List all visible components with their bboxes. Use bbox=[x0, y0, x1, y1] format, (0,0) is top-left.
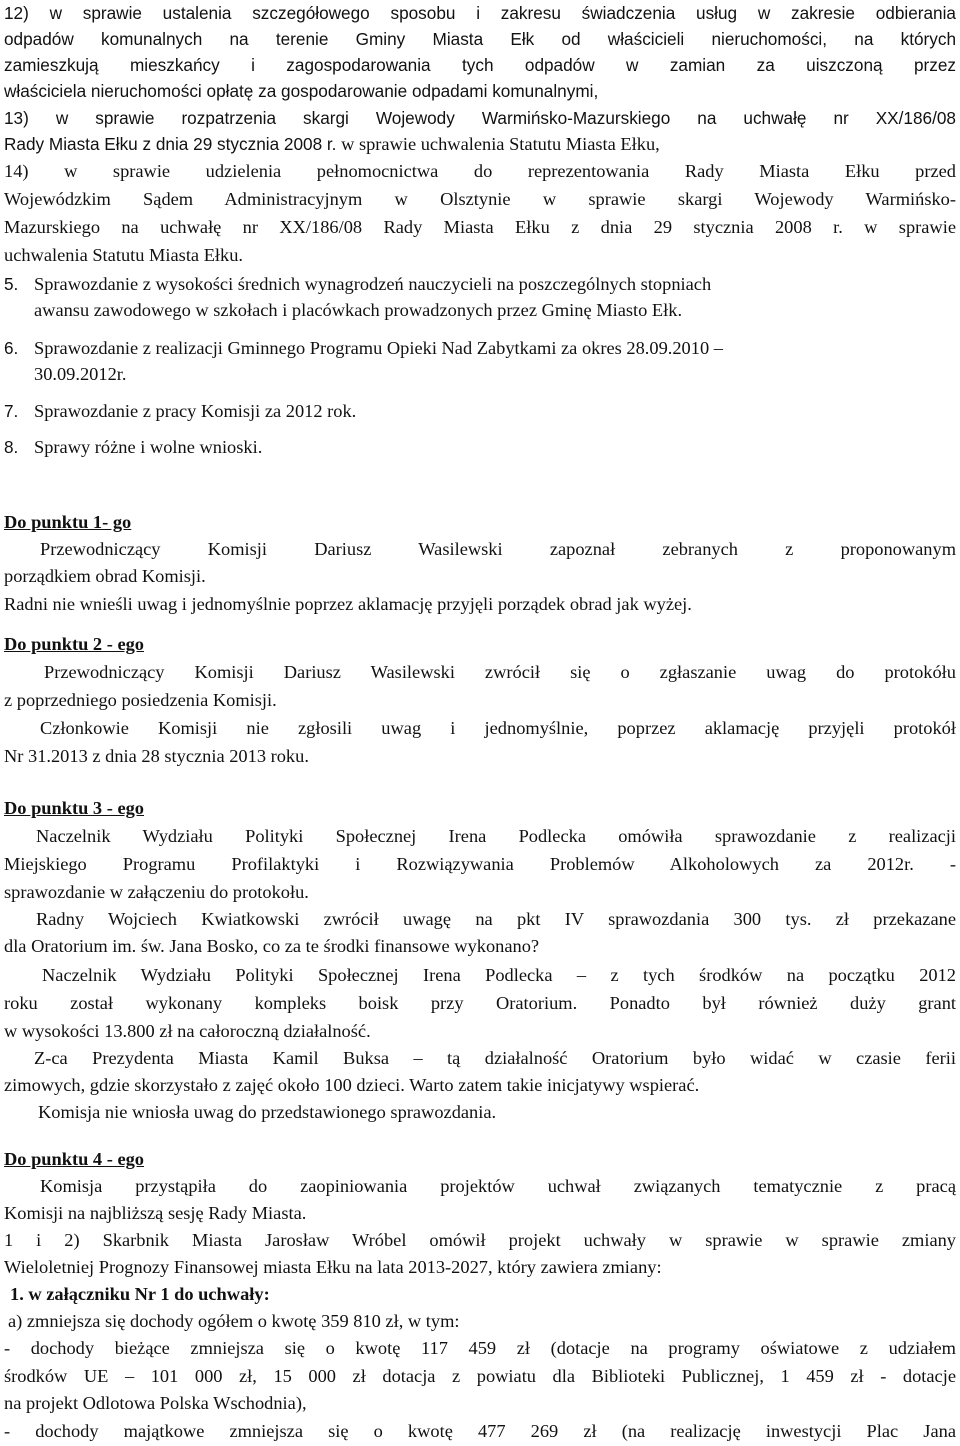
agenda-item-7-number: 7. bbox=[4, 401, 19, 421]
section-3-line-7: roku został wykonany kompleks boisk przy Oratorium. Ponadto był również duży grant bbox=[4, 993, 956, 1013]
agenda-item-13-line-1: 13) w sprawie rozpatrzenia skargi Wojewody Warmińsko-Mazurskiego na uchwałę nr XX/186/08 bbox=[4, 108, 956, 128]
section-3-line-6: Naczelnik Wydziału Polityki Społecznej Irena Podlecka – z tych środków na początku 2012 bbox=[42, 965, 956, 985]
section-1-paragraph-line-2: porządkiem obrad Komisji. bbox=[4, 566, 206, 586]
section-4-line-6: a) zmniejsza się dochody ogółem o kwotę 359 810 zł, w tym: bbox=[8, 1311, 460, 1331]
section-1-heading: Do punktu 1- go bbox=[4, 512, 132, 532]
agenda-item-14-line-2: Wojewódzkim Sądem Administracyjnym w Olsztynie w sprawie skargi Wojewody Warmińsko- bbox=[4, 189, 956, 209]
agenda-item-12-line-2: odpadów komunalnych na terenie Gminy Miasta Ełk od właścicieli nieruchomości, na których bbox=[4, 29, 956, 49]
agenda-item-6 bbox=[4, 335, 956, 361]
section-4-line-8: środków UE – 101 000 zł, 15 000 zł dotacja z powiatu dla Biblioteki Publicznej, 1 459 zł - dotacje bbox=[4, 1366, 956, 1386]
agenda-item-12-line-1: 12) w sprawie ustalenia szczegółowego sposobu i zakresu świadczenia usług w zakresie odbierania bbox=[4, 3, 956, 23]
agenda-item-14-line-3: Mazurskiego na uchwałę nr XX/186/08 Rady Miasta Ełku z dnia 29 stycznia 2008 r. w sprawie bbox=[4, 217, 956, 237]
agenda-item-7-line-1: Sprawozdanie z pracy Komisji za 2012 rok. bbox=[34, 401, 357, 421]
section-2-paragraph-line-3: Członkowie Komisji nie zgłosili uwag i jednomyślnie, poprzez aklamację przyjęli protokół bbox=[40, 718, 956, 738]
section-4-line-3: 1 i 2) Skarbnik Miasta Jarosław Wróbel omówił projekt uchwały w sprawie w sprawie zmiany bbox=[4, 1230, 956, 1250]
agenda-item-6-line-2: 30.09.2012r. bbox=[34, 364, 127, 384]
section-4-line-10: - dochody majątkowe zmniejsza się o kwotę 477 269 zł (na realizację inwestycji Plac Jana bbox=[4, 1421, 956, 1441]
agenda-item-8 bbox=[4, 434, 956, 460]
section-3-line-5: dla Oratorium im. św. Jana Bosko, co za te środki finansowe wykonano? bbox=[4, 936, 540, 956]
section-2-paragraph-line-1: Przewodniczący Komisji Dariusz Wasilewski zwrócił się o zgłaszanie uwag do protokółu bbox=[44, 662, 956, 682]
section-3-line-8: w wysokości 13.800 zł na całoroczną działalność. bbox=[4, 1021, 371, 1041]
agenda-item-5 bbox=[4, 271, 956, 297]
section-2-paragraph-line-4: Nr 31.2013 z dnia 28 stycznia 2013 roku. bbox=[4, 746, 309, 766]
agenda-item-13-line-2b: w sprawie uchwalenia Statutu Miasta Ełku, bbox=[336, 134, 660, 154]
agenda-item-13-line-2a: Rady Miasta Ełku z dnia 29 stycznia 2008 r. bbox=[4, 134, 337, 154]
section-3-line-9: Z-ca Prezydenta Miasta Kamil Buksa – tą działalność Oratorium było widać w czasie ferii bbox=[34, 1048, 956, 1068]
section-2-heading: Do punktu 2 - ego bbox=[4, 634, 145, 654]
section-4-line-4: Wieloletniej Prognozy Finansowej miasta Ełku na lata 2013-2027, który zawiera zmiany: bbox=[4, 1257, 662, 1277]
section-4-heading: Do punktu 4 - ego bbox=[4, 1149, 145, 1169]
agenda-item-12-line-3: zamieszkują mieszkańcy i zagospodarowania tych odpadów w zamian za uiszczoną przez bbox=[4, 55, 956, 75]
section-3-line-10: zimowych, gdzie skorzystało z zajęć około 100 dzieci. Warto zatem takie inicjatywy wspierać. bbox=[4, 1075, 700, 1095]
section-2-paragraph-line-2: z poprzedniego posiedzenia Komisji. bbox=[4, 690, 277, 710]
agenda-item-5-number: 5. bbox=[4, 274, 19, 294]
agenda-item-5-line-2: awansu zawodowego w szkołach i placówkach prowadzonych przez Gminę Miasto Ełk. bbox=[34, 300, 683, 320]
agenda-item-7 bbox=[4, 398, 956, 424]
agenda-item-8-number: 8. bbox=[4, 437, 19, 457]
agenda-item-5-line-1: Sprawozdanie z wysokości średnich wynagrodzeń nauczycieli na poszczególnych stopniach bbox=[34, 274, 712, 294]
section-3-line-2: Miejskiego Programu Profilaktyki i Rozwiązywania Problemów Alkoholowych za 2012r. - bbox=[4, 854, 956, 874]
section-4-line-9: na projekt Odlotowa Polska Wschodnia), bbox=[4, 1393, 307, 1413]
section-1-paragraph-line-1: Przewodniczący Komisji Dariusz Wasilewski zapoznał zebranych z proponowanym bbox=[40, 539, 956, 559]
section-3-line-1: Naczelnik Wydziału Polityki Społecznej Irena Podlecka omówiła sprawozdanie z realizacji bbox=[36, 826, 956, 846]
section-4-line-5: 1. w załączniku Nr 1 do uchwały: bbox=[10, 1284, 270, 1304]
agenda-item-6-number: 6. bbox=[4, 338, 19, 358]
section-4-line-1: Komisja przystąpiła do zaopiniowania projektów uchwał związanych tematycznie z pracą bbox=[40, 1176, 956, 1196]
section-4-line-7: - dochody bieżące zmniejsza się o kwotę 117 459 zł (dotacje na programy oświatowe z udziałem bbox=[4, 1338, 956, 1358]
agenda-item-14-line-1: 14) w sprawie udzielenia pełnomocnictwa do reprezentowania Rady Miasta Ełku przed bbox=[4, 161, 956, 181]
agenda-item-14-line-4: uchwalenia Statutu Miasta Ełku. bbox=[4, 245, 244, 265]
agenda-item-8-line-1: Sprawy różne i wolne wnioski. bbox=[34, 437, 263, 457]
section-3-line-4: Radny Wojciech Kwiatkowski zwrócił uwagę na pkt IV sprawozdania 300 tys. zł przekazane bbox=[36, 909, 956, 929]
section-3-line-11: Komisja nie wniosła uwag do przedstawionego sprawozdania. bbox=[38, 1102, 497, 1122]
section-1-paragraph-line-3: Radni nie wnieśli uwag i jednomyślnie poprzez aklamację przyjęli porządek obrad jak wyżej. bbox=[4, 594, 692, 614]
agenda-item-12-line-4: właściciela nieruchomości opłatę za gospodarowanie odpadami komunalnymi, bbox=[4, 81, 599, 101]
agenda-item-13-line-2 bbox=[4, 131, 956, 157]
section-3-line-3: sprawozdanie w załączeniu do protokołu. bbox=[4, 882, 309, 902]
agenda-item-6-line-1: Sprawozdanie z realizacji Gminnego Programu Opieki Nad Zabytkami za okres 28.09.2010 – bbox=[34, 338, 723, 358]
section-4-line-2: Komisji na najbliższą sesję Rady Miasta. bbox=[4, 1203, 307, 1223]
section-3-heading: Do punktu 3 - ego bbox=[4, 798, 145, 818]
